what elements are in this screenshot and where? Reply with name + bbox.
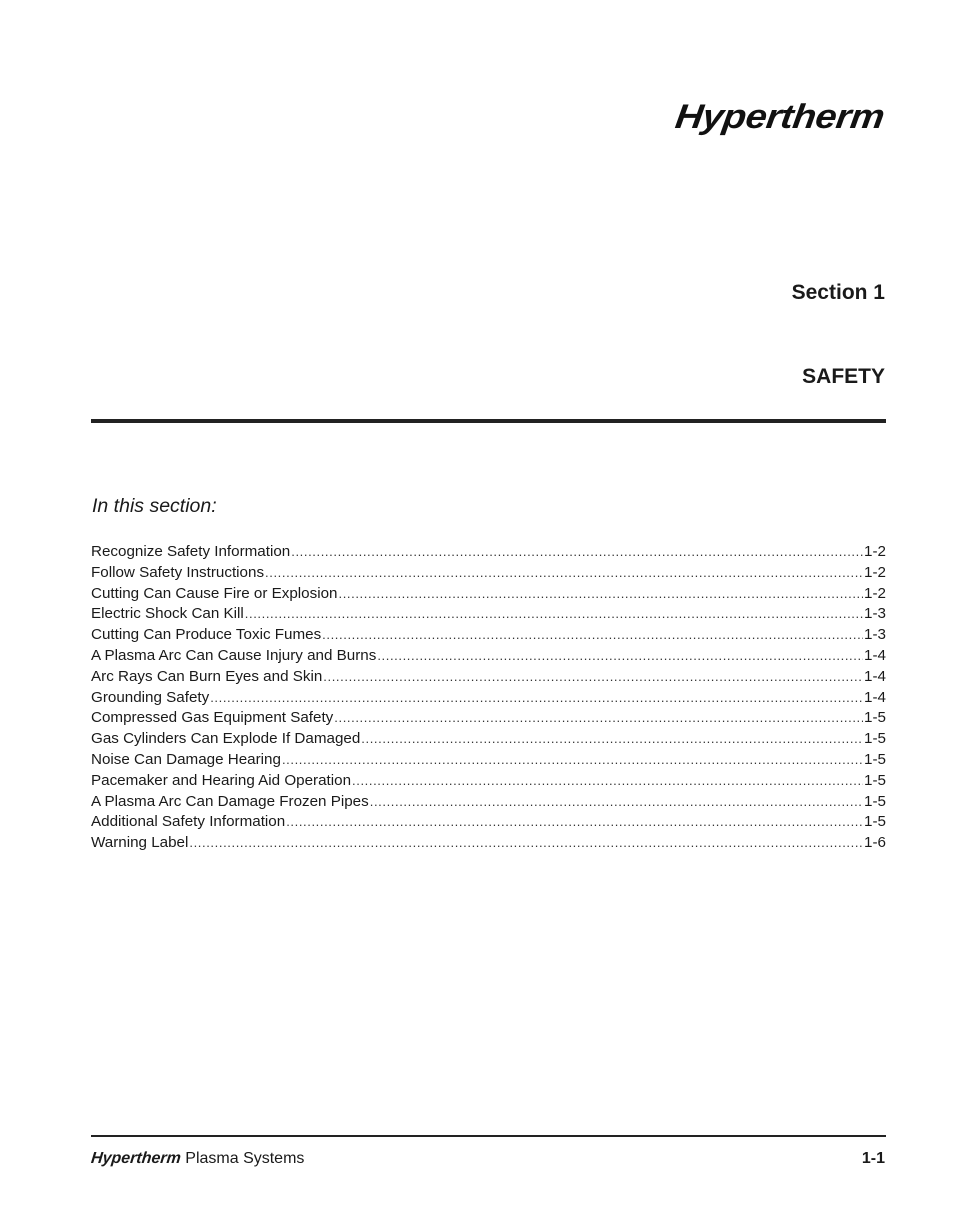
toc-entry-page: 1-5 [864,792,886,810]
toc-entry[interactable] [91,584,886,605]
toc-dot-leader [339,584,864,605]
page-number: 1-1 [861,1150,885,1167]
toc-entry-title: A Plasma Arc Can Cause Injury and Burns [91,646,377,664]
toc-entry[interactable] [91,667,886,688]
hypertherm-logo: Hypertherm [672,98,887,136]
toc-entry[interactable] [91,604,886,625]
toc-entry-title: A Plasma Arc Can Damage Frozen Pipes [91,792,369,810]
toc-entry-page: 1-3 [864,626,886,644]
toc-dot-leader [370,792,863,813]
toc-entry-title: Cutting Can Cause Fire or Explosion [91,584,338,602]
toc-entry-title: Additional Safety Information [91,813,286,831]
toc-entry-page: 1-5 [864,709,886,727]
footer-product-name: Plasma Systems [185,1150,305,1167]
toc-entry-title: Cutting Can Produce Toxic Fumes [91,626,322,644]
toc-entry[interactable] [91,750,886,771]
toc-entry-page: 1-5 [864,771,886,789]
toc-entry[interactable] [91,688,886,709]
footer-brand: Hypertherm [90,1150,182,1167]
section-divider [91,419,886,423]
toc-entry[interactable] [91,792,886,813]
toc-entry[interactable] [91,833,886,854]
section-intro: In this section: [92,495,217,517]
toc-entry-title: Noise Can Damage Hearing [91,750,281,768]
toc-dot-leader [334,708,863,729]
toc-entry-page: 1-2 [864,543,886,560]
toc-entry-page: 1-5 [864,813,886,831]
footer-product [91,1151,304,1167]
toc-entry-page: 1-4 [864,688,886,706]
toc-entry-title: Gas Cylinders Can Explode If Damaged [91,730,361,748]
toc-entry[interactable] [91,646,886,667]
toc-entry-title: Warning Label [91,834,189,852]
footer-divider [91,1135,886,1137]
toc-dot-leader [265,563,863,584]
toc-entry-page: 1-2 [864,563,886,581]
table-of-contents [91,542,886,854]
toc-entry-title: Recognize Safety Information [91,543,291,560]
toc-entry-page: 1-6 [864,834,886,852]
toc-entry-title: Grounding Safety [91,688,210,706]
toc-dot-leader [286,812,863,833]
toc-dot-leader [361,729,863,750]
toc-entry-page: 1-3 [864,605,886,623]
toc-entry-page: 1-2 [864,584,886,602]
toc-entry[interactable] [91,812,886,833]
toc-entry[interactable] [91,542,886,563]
toc-dot-leader [322,625,863,646]
toc-entry-title: Pacemaker and Hearing Aid Operation [91,771,352,789]
toc-entry[interactable] [91,729,886,750]
toc-dot-leader [291,542,863,563]
toc-dot-leader [210,688,863,709]
toc-entry-page: 1-4 [864,667,886,685]
toc-dot-leader [245,604,863,625]
section-label: Section 1 [791,281,885,304]
toc-dot-leader [189,833,863,854]
toc-entry-title: Compressed Gas Equipment Safety [91,709,334,727]
toc-entry[interactable] [91,771,886,792]
toc-dot-leader [282,750,863,771]
toc-entry-title: Electric Shock Can Kill [91,605,244,623]
toc-entry[interactable] [91,625,886,646]
toc-entry[interactable] [91,563,886,584]
toc-entry-title: Arc Rays Can Burn Eyes and Skin [91,667,323,685]
toc-entry-title: Follow Safety Instructions [91,563,265,581]
toc-entry-page: 1-5 [864,750,886,768]
toc-entry[interactable] [91,708,886,729]
toc-dot-leader [323,667,863,688]
toc-dot-leader [377,646,863,667]
toc-entry-page: 1-4 [864,646,886,664]
section-title: SAFETY [802,365,885,388]
toc-dot-leader [352,771,863,792]
toc-entry-page: 1-5 [864,730,886,748]
